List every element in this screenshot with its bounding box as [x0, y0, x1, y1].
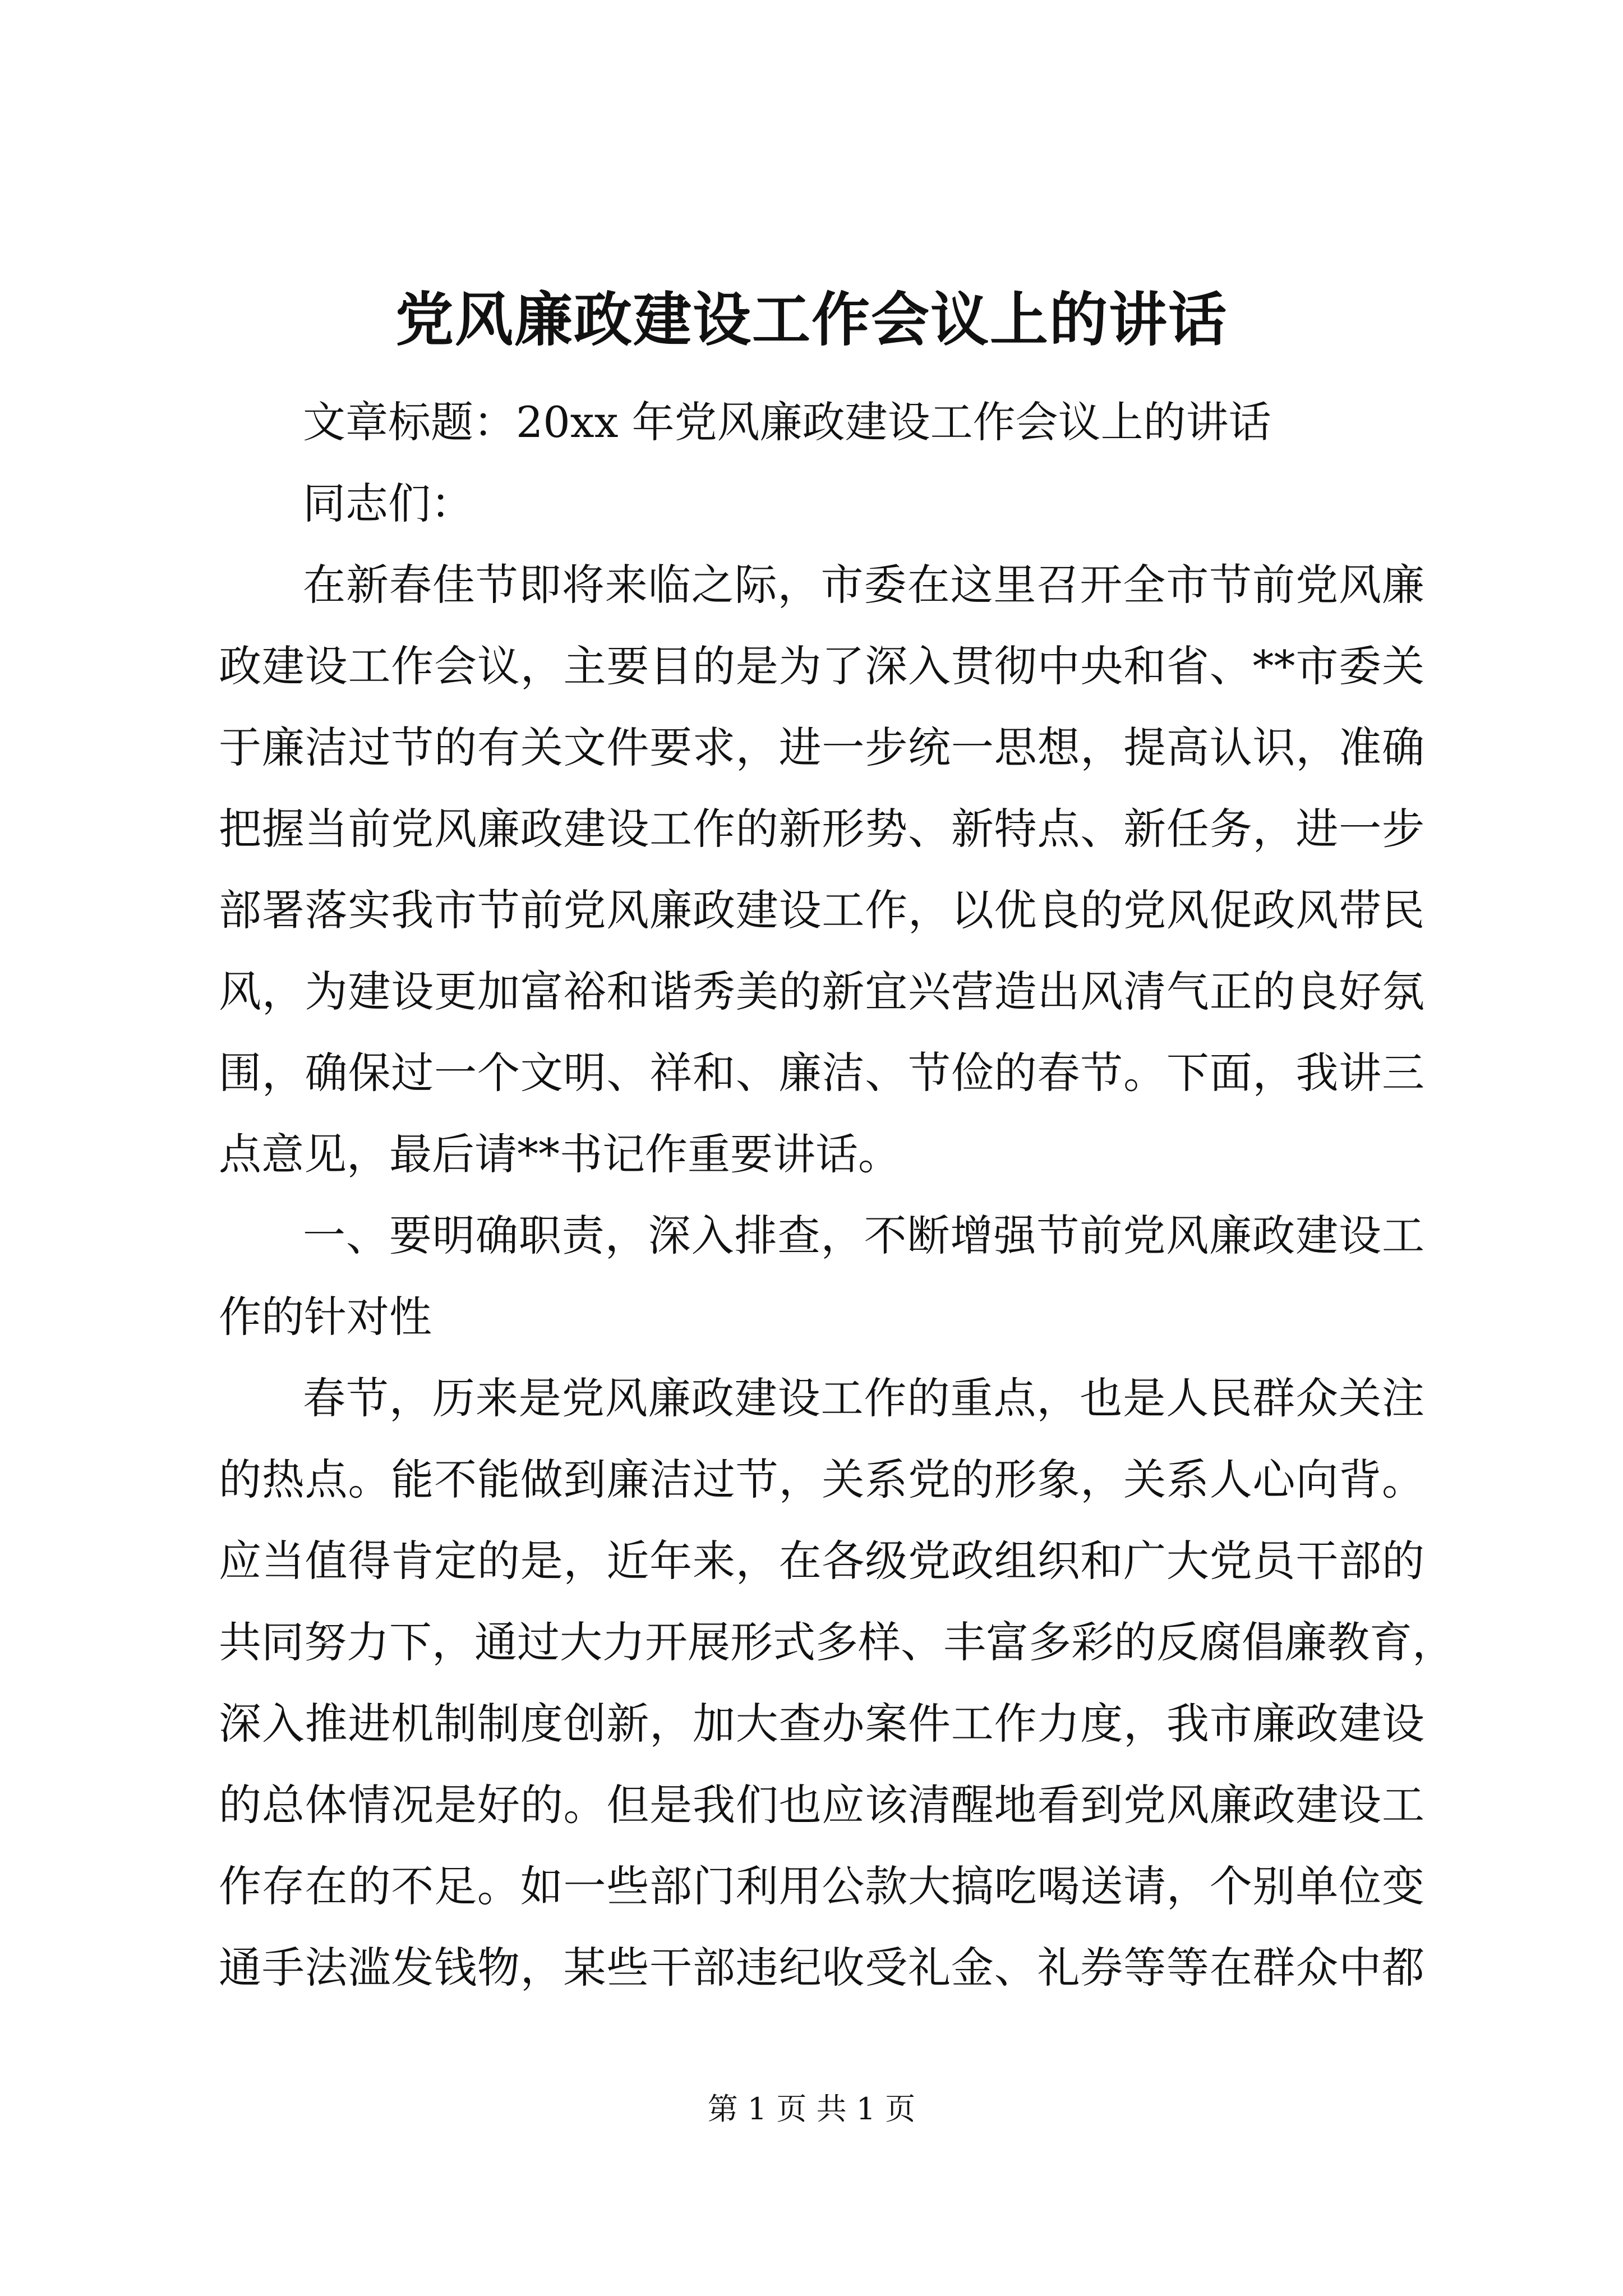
- section-heading-line: 作的针对性: [219, 1292, 432, 1342]
- paragraph-line: 深入推进机制制度创新，加大查办案件工作力度，我市廉政建设: [219, 1699, 1424, 1749]
- paragraph-line: 应当值得肯定的是，近年来，在各级党政组织和广大党员干部的: [219, 1536, 1424, 1586]
- page-footer: 第 1 页 共 1 页: [707, 2091, 916, 2127]
- paragraph-line: 部署落实我市节前党风廉政建设工作，以优良的党风促政风带民: [219, 885, 1424, 935]
- paragraph-line: 在新春佳节即将来临之际，市委在这里召开全市节前党风廉: [303, 560, 1424, 610]
- article-title-line: 文章标题：20xx 年党风廉政建设工作会议上的讲话: [303, 397, 1271, 447]
- document-title: 党风廉政建设工作会议上的讲话: [395, 285, 1228, 354]
- paragraph-line: 通手法滥发钱物，某些干部违纪收受礼金、礼券等等在群众中都: [219, 1943, 1424, 1993]
- paragraph-line: 的总体情况是好的。但是我们也应该清醒地看到党风廉政建设工: [219, 1780, 1424, 1830]
- paragraph-line: 点意见，最后请**书记作重要讲话。: [219, 1129, 901, 1179]
- salutation-line: 同志们：: [303, 478, 473, 528]
- paragraph-line: 春节，历来是党风廉政建设工作的重点，也是人民群众关注: [303, 1373, 1424, 1423]
- paragraph-line: 的热点。能不能做到廉洁过节，关系党的形象，关系人心向背。: [219, 1455, 1424, 1504]
- document-body: [219, 381, 1455, 2008]
- paragraph-line: 作存在的不足。如一些部门利用公款大搞吃喝送请，个别单位变: [219, 1861, 1424, 1911]
- section-heading-line: 一、要明确职责，深入排查，不断增强节前党风廉政建设工: [303, 1211, 1424, 1260]
- paragraph-line: 政建设工作会议，主要目的是为了深入贯彻中央和省、**市委关: [219, 641, 1424, 691]
- paragraph-line: 把握当前党风廉政建设工作的新形势、新特点、新任务，进一步: [219, 804, 1424, 854]
- paragraph-line: 共同努力下，通过大力开展形式多样、丰富多彩的反腐倡廉教育，: [219, 1617, 1455, 1667]
- paragraph-line: 围，确保过一个文明、祥和、廉洁、节俭的春节。下面，我讲三: [219, 1048, 1424, 1098]
- paragraph-line: 风，为建设更加富裕和谐秀美的新宜兴营造出风清气正的良好氛: [219, 967, 1424, 1016]
- paragraph-line: 于廉洁过节的有关文件要求，进一步统一思想，提高认识，准确: [219, 723, 1424, 772]
